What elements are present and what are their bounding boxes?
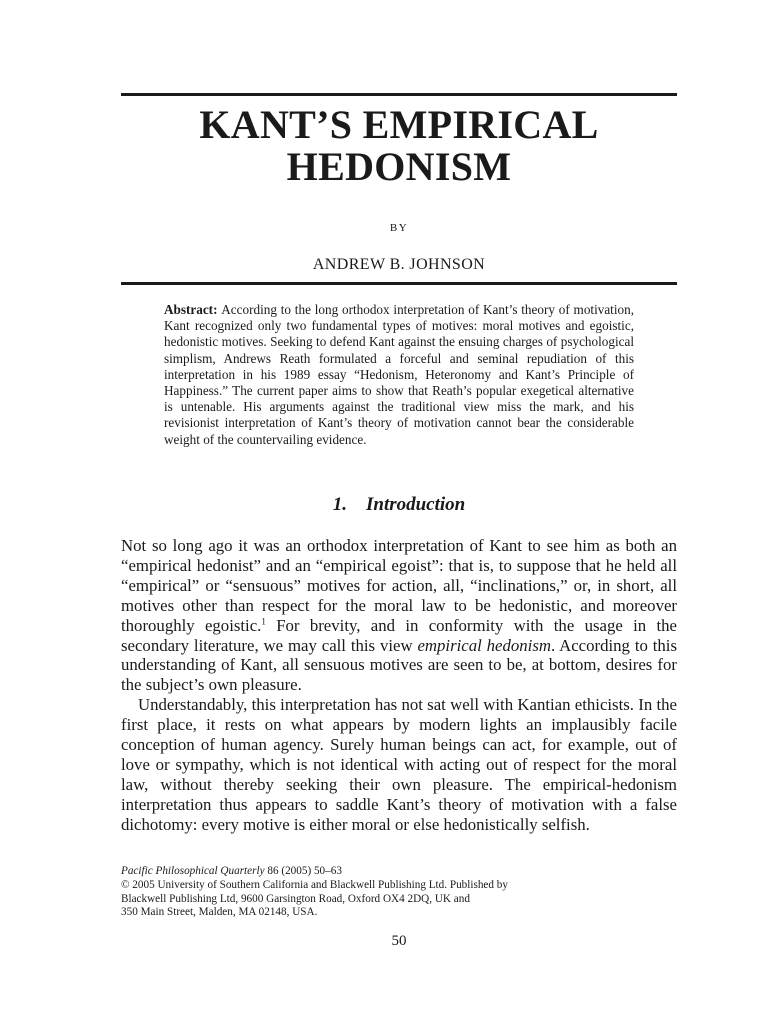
- footer-copyright: © 2005 University of Southern California and Blackwell Publishing Ltd. Published by: [121, 878, 508, 891]
- title-line-1: KANT’S EMPIRICAL: [199, 102, 599, 147]
- article-title: [121, 104, 677, 188]
- paragraph-1-text-a: Not so long ago it was an orthodox interpretation of Kant to see him as both an “empirical hedonist” and an “empirical egoist”: that is, to suppose that he held all “empirical” or “sensuous” motives for action, all, “inclinations,” or, in short, all motives other than respect for the moral law to be hedonistic, and moreover thoroughly egoistic.: [121, 536, 677, 635]
- top-rule: [121, 93, 677, 96]
- journal-name: Pacific Philosophical Quarterly: [121, 865, 265, 877]
- title-rule: [121, 282, 677, 285]
- page-number: 50: [391, 933, 407, 949]
- publication-footer: [121, 865, 677, 920]
- emphasized-term: empirical hedonism: [417, 635, 551, 655]
- paragraph-1: [121, 536, 677, 695]
- byline-by: BY: [389, 222, 409, 234]
- author-name: ANDREW B. JOHNSON: [312, 256, 486, 273]
- abstract-text: According to the long orthodox interpretation of Kant’s theory of motivation, Kant recognized only two fundamental types of motives: moral motives and egoistic, hedonistic motives. Seeking to defend Kant against the ensuing charges of psychological simplism, Andrews Reath formulated a forceful and seminal repudiation of this interpretation in his 1989 essay “Hedonism, Heteronomy and Kant’s Principle of Happiness.” The current paper aims to show that Reath’s popular exegetical alternative is untenable. His arguments against the traditional view miss the mark, and his revisionist interpretation of Kant’s theory of motivation cannot bear the considerable weight of the countervailing evidence.: [164, 302, 634, 447]
- abstract-label: Abstract:: [164, 302, 218, 317]
- paragraph-1-text-b: For brevity, and in conformity with the usage in the secondary literature, we may call this view: [121, 615, 678, 655]
- footer-address: 350 Main Street, Malden, MA 02148, USA.: [121, 906, 318, 919]
- footer-publisher: Blackwell Publishing Ltd, 9600 Garsington Road, Oxford OX4 2DQ, UK and: [121, 892, 470, 905]
- footnote-marker[interactable]: 1: [261, 616, 266, 627]
- footer-citation: [121, 865, 677, 879]
- journal-citation: 86 (2005) 50–63: [264, 865, 342, 877]
- paragraph-1-text-c: . According to this understanding of Kant, all sensuous motives are seen to be, at bottom, desires for the subject’s own pleasure.: [121, 635, 677, 695]
- paragraph-2: Understandably, this interpretation has not sat well with Kantian ethicists. In the first place, it rests on what appears by modern lights an implausibly facile conception of human agency. Surely human beings can act, for example, out of love or sympathy, which is not identical with acting out of respect for the moral law, without thereby seeking their own pleasure. The empirical-hedonism interpretation thus appears to saddle Kant’s theory of motivation with a false dichotomy: every motive is either moral or else hedonistically selfish.: [121, 695, 677, 834]
- body-text: [121, 536, 677, 835]
- section-heading: 1. Introduction: [332, 494, 466, 515]
- title-line-2: HEDONISM: [286, 144, 512, 189]
- abstract: [164, 302, 634, 448]
